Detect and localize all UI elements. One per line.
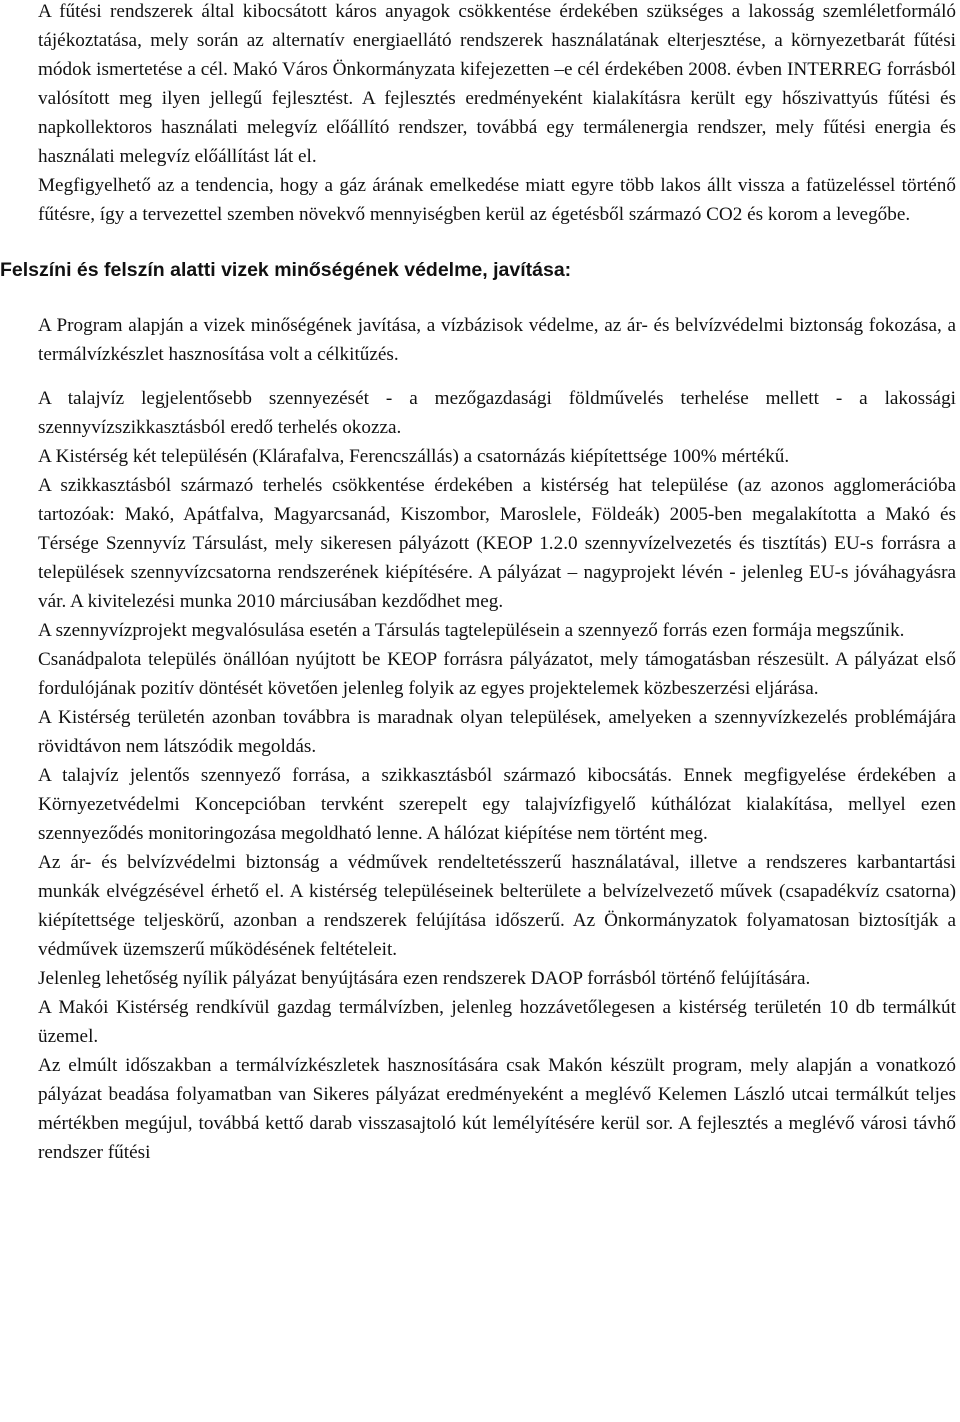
intro-block [38,0,956,229]
paragraph-sewage-project: A szennyvízprojekt megvalósulása esetén a Társulás tagtelepülésein a szennyező forrás ezen formája megszűnik. [38,620,905,641]
paragraph-thermal-program: Az elmúlt időszakban a termálvízkészletek hasznosítására csak Makón készült program, mely alapján a vonatkozó pályázat beadása folyamatban van Sikeres pályázat eredményeként a meglévő Kelemen László utcai termálkút teljes mértékben megújul, továbbá kettő darab visszasajtoló kút lemélyítésére kerül sor. A fejlesztés a meglévő városi távhő rendszer fűtési [38,1055,956,1163]
paragraph-flood-protection: Az ár- és belvízvédelmi biztonság a védművek rendeltetésszerű használatával, illetve a rendszeres karbantartási munkák elvégzésével érhető el. A kistérség településeinek belterülete a belvízelvezető művek (csapadékvíz csatorna) kiépítettsége teljeskörű, azonban a rendszerek felújítása időszerű. Az Önkormányzatok folyamatosan biztosítják a védművek üzemszerű működésének feltételeit. [38,852,956,960]
paragraph-groundwater-monitoring: A talajvíz jelentős szennyező forrása, a szikkasztásból származó kibocsátás. Ennek megfigyelése érdekében a Környezetvédelmi Koncepcióban tervként szerepelt egy talajvízfigyelő kúthálózat kialakítása, mellyel ezen szennyeződés monitoringozása megoldható lenne. A hálózat kiépítése nem történt meg. [38,765,956,844]
paragraph-daop-funding: Jelenleg lehetőség nyílik pályázat benyújtására ezen rendszerek DAOP forrásból történő felújítására. [38,968,811,989]
section-heading-water-quality: Felszíni és felszín alatti vizek minőségének védelme, javítása: [0,259,572,281]
paragraph-heating-intro: A fűtési rendszerek által kibocsátott káros anyagok csökkentése érdekében szükséges a lakosság szemléletformáló tájékoztatása, mely során az alternatív energiaellátó rendszerek használatának elterjesztése, a környezetbarát fűtési módok ismertetése a cél. Makó Város Önkormányzata kifejezetten –e cél érdekében 2008. évben INTERREG forrásból valósított meg ilyen jellegű fejlesztést. A fejlesztés eredményeként kialakításra került egy hőszivattyús fűtési és napkollektoros használati melegvíz előállító rendszer, továbbá egy termálenergia rendszer, mely fűtési energia és használati melegvíz előállítást lát el. [38,1,956,167]
paragraph-sewage-association: A szikkasztásból származó terhelés csökkentése érdekében a kistérség hat települése (az azonos agglomerációba tartozóak: Makó, Apátfalva, Magyarcsanád, Kiszombor, Maroslele, Földeák) 2005-ben megalakította a Makó és Térsége Szennyvíz Társulást, mely sikeresen pályázott (KEOP 1.2.0 szennyvízelvezetés és tisztítás) EU-s forrásra a települések szennyvízcsatorna rendszerének kiépítésére. A pályázat – nagyprojekt lévén - jelenleg EU-s jóváhagyásra vár. A kivitelezési munka 2010 márciusában kezdődhet meg. [38,475,956,612]
paragraph-program-goals: A Program alapján a vizek minőségének javítása, a vízbázisok védelme, az ár- és belvízvédelmi biztonság fokozása, a termálvízkészlet hasznosítása volt a célkitűzés. [38,315,956,365]
paragraph-csanadpalota: Csanádpalota település önállóan nyújtott be KEOP forrásra pályázatot, mely támogatásban részesült. A pályázat első fordulójának pozitív döntését követően jelenleg folyik az egyes projektelemek közbeszerzési eljárása. [38,649,956,699]
paragraph-remaining-settlements: A Kistérség területén azonban továbbra is maradnak olyan települések, amelyeken a szennyvízkezelés problémájára rövidtávon nem látszódik megoldás. [38,707,956,757]
paragraph-thermal-wells: A Makói Kistérség rendkívül gazdag termálvízben, jelenleg hozzávetőlegesen a kistérség területén 10 db termálkút üzemel. [38,997,956,1047]
paragraph-heating-trend: Megfigyelhető az a tendencia, hogy a gáz árának emelkedése miatt egyre több lakos állt vissza a fatüzeléssel történő fűtésre, így a tervezettel szemben növekvő mennyiségben kerül az égetésből származó CO2 és korom a levegőbe. [38,175,956,225]
water-section-body [38,384,956,1167]
paragraph-sewerage-coverage: A Kistérség két településén (Klárafalva, Ferencszállás) a csatornázás kiépítettsége 100% mértékű. [38,446,790,467]
paragraph-groundwater-pollution: A talajvíz legjelentősebb szennyezését - a mezőgazdasági földművelés terhelése mellett - a lakossági szennyvízszikkasztásból eredő terhelés okozza. [38,388,956,438]
